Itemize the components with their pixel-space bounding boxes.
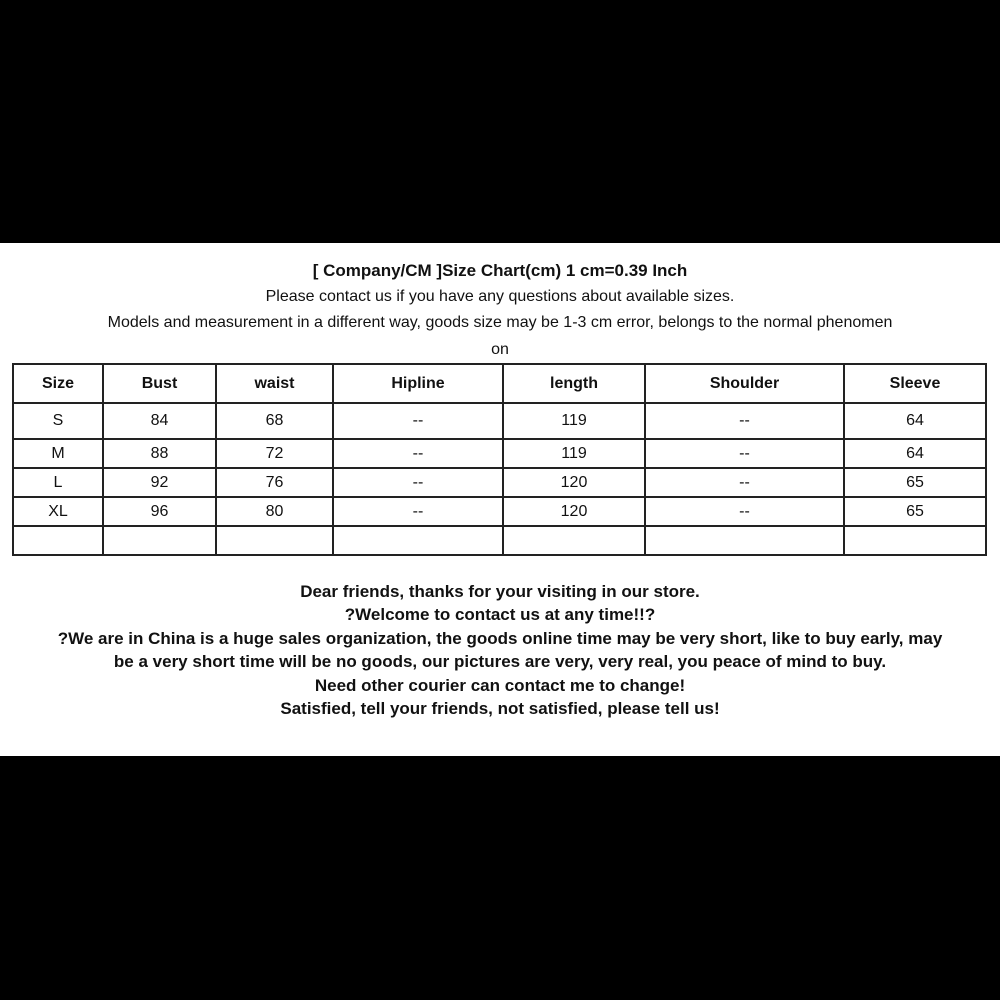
cell-sleeve: 64 [844,439,986,468]
measurement-note-continued: on [491,341,509,358]
cell-bust: 96 [103,497,216,526]
cell-length: 120 [503,497,645,526]
column-header-hipline: Hipline [333,364,503,403]
cell-waist: 80 [216,497,333,526]
size-chart-title: [ Company/CM ]Size Chart(cm) 1 cm=0.39 Inch [312,261,688,280]
empty-cell [844,526,986,555]
cell-hipline: -- [333,468,503,497]
cell-size: XL [13,497,103,526]
column-header-shoulder: Shoulder [645,364,844,403]
cell-waist: 68 [216,403,333,439]
column-header-bust: Bust [103,364,216,403]
cell-waist: 76 [216,468,333,497]
cell-hipline: -- [333,497,503,526]
cell-waist: 72 [216,439,333,468]
empty-cell [333,526,503,555]
empty-cell [13,526,103,555]
table-row [13,468,986,497]
empty-cell [216,526,333,555]
cell-size: L [13,468,103,497]
empty-cell [503,526,645,555]
cell-length: 119 [503,403,645,439]
cell-length: 120 [503,468,645,497]
store-message-feedback: Satisfied, tell your friends, not satisfied, please tell us! [280,699,720,719]
empty-cell [645,526,844,555]
cell-hipline: -- [333,403,503,439]
table-row-empty [13,526,986,555]
column-header-sleeve: Sleeve [844,364,986,403]
cell-shoulder: -- [645,403,844,439]
cell-shoulder: -- [645,468,844,497]
store-message-greeting: Dear friends, thanks for your visiting in our store. [300,582,700,601]
size-chart-panel [0,243,1000,756]
cell-sleeve: 65 [844,468,986,497]
cell-shoulder: -- [645,439,844,468]
size-table [12,363,987,556]
table-header-row [13,364,986,403]
cell-hipline: -- [333,439,503,468]
store-message-notice: ?We are in China is a huge sales organization, the goods online time may be very short, like to buy early, maybe a very short time will be no goods, our pictures are very, very real, you peace of mind to buy. [57,628,943,672]
cell-shoulder: -- [645,497,844,526]
store-message-welcome: ?Welcome to contact us at any time!!? [344,605,656,625]
table-row [13,497,986,526]
empty-cell [103,526,216,555]
measurement-note: Models and measurement in a different way, goods size may be 1-3 cm error, belongs to the normal phenomen [107,314,893,331]
cell-sleeve: 64 [844,403,986,439]
cell-bust: 88 [103,439,216,468]
column-header-size: Size [13,364,103,403]
contact-note: Please contact us if you have any questions about available sizes. [265,288,735,305]
column-header-length: length [503,364,645,403]
store-message-courier: Need other courier can contact me to change! [314,675,686,695]
column-header-waist: waist [216,364,333,403]
table-row [13,403,986,439]
cell-bust: 92 [103,468,216,497]
cell-size: M [13,439,103,468]
cell-sleeve: 65 [844,497,986,526]
cell-size: S [13,403,103,439]
table-row [13,439,986,468]
cell-length: 119 [503,439,645,468]
store-message [55,580,945,720]
cell-bust: 84 [103,403,216,439]
